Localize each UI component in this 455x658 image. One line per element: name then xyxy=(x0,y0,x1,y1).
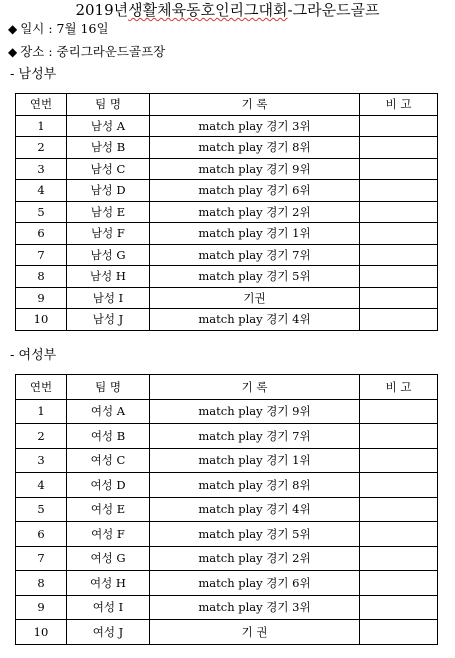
cell-note xyxy=(360,399,438,424)
cell-record: match play 경기 8위 xyxy=(150,137,360,159)
women-results-table xyxy=(15,374,438,645)
cell-no: 1 xyxy=(16,115,67,137)
title-sport: -그라운드골프 xyxy=(287,1,380,19)
cell-note xyxy=(360,309,438,331)
table-row xyxy=(16,497,438,522)
cell-note xyxy=(360,115,438,137)
cell-no: 10 xyxy=(16,620,67,645)
place-line xyxy=(8,44,165,60)
table-row xyxy=(16,595,438,620)
cell-no: 1 xyxy=(16,399,67,424)
cell-note xyxy=(360,473,438,498)
table-row xyxy=(16,244,438,266)
cell-record: match play 경기 3위 xyxy=(150,115,360,137)
cell-team: 남성 H xyxy=(67,266,150,288)
cell-note xyxy=(360,201,438,223)
table-row xyxy=(16,137,438,159)
cell-note xyxy=(360,137,438,159)
cell-team: 남성 I xyxy=(67,287,150,309)
table-row xyxy=(16,287,438,309)
header-no: 연번 xyxy=(16,94,67,116)
cell-record: match play 경기 4위 xyxy=(150,309,360,331)
cell-note xyxy=(360,424,438,449)
date-line xyxy=(8,21,109,37)
header-record: 기 록 xyxy=(150,375,360,400)
cell-note xyxy=(360,546,438,571)
cell-no: 4 xyxy=(16,473,67,498)
table-row xyxy=(16,448,438,473)
document-title xyxy=(0,0,455,20)
table-row xyxy=(16,115,438,137)
cell-note xyxy=(360,244,438,266)
table-row xyxy=(16,522,438,547)
cell-record: match play 경기 9위 xyxy=(150,158,360,180)
cell-team: 여성 A xyxy=(67,399,150,424)
header-note: 비 고 xyxy=(360,375,438,400)
cell-record: match play 경기 5위 xyxy=(150,266,360,288)
cell-record: 기 권 xyxy=(150,620,360,645)
cell-note xyxy=(360,595,438,620)
cell-no: 4 xyxy=(16,180,67,202)
cell-note xyxy=(360,287,438,309)
cell-no: 8 xyxy=(16,571,67,596)
cell-no: 7 xyxy=(16,546,67,571)
cell-note xyxy=(360,266,438,288)
header-note: 비 고 xyxy=(360,94,438,116)
header-team: 팀 명 xyxy=(67,375,150,400)
cell-team: 남성 D xyxy=(67,180,150,202)
cell-team: 남성 A xyxy=(67,115,150,137)
cell-no: 5 xyxy=(16,201,67,223)
cell-no: 3 xyxy=(16,448,67,473)
table-row xyxy=(16,201,438,223)
cell-no: 6 xyxy=(16,522,67,547)
cell-record: match play 경기 5위 xyxy=(150,522,360,547)
cell-no: 10 xyxy=(16,309,67,331)
cell-team: 남성 E xyxy=(67,201,150,223)
cell-note xyxy=(360,571,438,596)
cell-note xyxy=(360,158,438,180)
table-row xyxy=(16,571,438,596)
cell-note xyxy=(360,180,438,202)
diamond-bullet-icon: ◆ xyxy=(8,45,18,59)
table-header-row xyxy=(16,94,438,116)
cell-record: match play 경기 4위 xyxy=(150,497,360,522)
table-row xyxy=(16,309,438,331)
cell-record: match play 경기 6위 xyxy=(150,571,360,596)
cell-no: 9 xyxy=(16,287,67,309)
cell-team: 여성 G xyxy=(67,546,150,571)
place-text: 장소 : 중리그라운드골프장 xyxy=(20,44,166,59)
table-row xyxy=(16,620,438,645)
cell-record: match play 경기 6위 xyxy=(150,180,360,202)
table-row xyxy=(16,223,438,245)
cell-record: match play 경기 1위 xyxy=(150,448,360,473)
cell-no: 2 xyxy=(16,424,67,449)
cell-team: 여성 B xyxy=(67,424,150,449)
cell-team: 여성 J xyxy=(67,620,150,645)
table-row xyxy=(16,399,438,424)
cell-note xyxy=(360,497,438,522)
table-row xyxy=(16,424,438,449)
cell-team: 남성 B xyxy=(67,137,150,159)
cell-note xyxy=(360,223,438,245)
table-row xyxy=(16,266,438,288)
title-event: 생활체육동호인리그대회 xyxy=(128,1,288,19)
cell-team: 남성 J xyxy=(67,309,150,331)
cell-no: 9 xyxy=(16,595,67,620)
cell-record: match play 경기 2위 xyxy=(150,546,360,571)
header-no: 연번 xyxy=(16,375,67,400)
women-section-heading: - 여성부 xyxy=(10,348,57,363)
table-row xyxy=(16,473,438,498)
cell-note xyxy=(360,448,438,473)
cell-team: 여성 C xyxy=(67,448,150,473)
cell-note xyxy=(360,620,438,645)
cell-team: 남성 G xyxy=(67,244,150,266)
cell-team: 여성 F xyxy=(67,522,150,547)
cell-no: 5 xyxy=(16,497,67,522)
cell-no: 6 xyxy=(16,223,67,245)
cell-team: 여성 E xyxy=(67,497,150,522)
header-team: 팀 명 xyxy=(67,94,150,116)
cell-team: 여성 I xyxy=(67,595,150,620)
cell-record: match play 경기 7위 xyxy=(150,424,360,449)
cell-no: 7 xyxy=(16,244,67,266)
table-row xyxy=(16,158,438,180)
cell-record: match play 경기 1위 xyxy=(150,223,360,245)
date-text: 일시 : 7월 16일 xyxy=(20,21,109,36)
cell-team: 남성 C xyxy=(67,158,150,180)
cell-record: match play 경기 7위 xyxy=(150,244,360,266)
cell-no: 2 xyxy=(16,137,67,159)
header-record: 기 록 xyxy=(150,94,360,116)
cell-record: 기권 xyxy=(150,287,360,309)
table-row xyxy=(16,546,438,571)
cell-record: match play 경기 8위 xyxy=(150,473,360,498)
cell-no: 3 xyxy=(16,158,67,180)
cell-record: match play 경기 9위 xyxy=(150,399,360,424)
cell-record: match play 경기 3위 xyxy=(150,595,360,620)
diamond-bullet-icon: ◆ xyxy=(8,22,18,36)
cell-team: 남성 F xyxy=(67,223,150,245)
cell-note xyxy=(360,522,438,547)
men-results-table xyxy=(15,93,438,331)
table-row xyxy=(16,180,438,202)
cell-team: 여성 D xyxy=(67,473,150,498)
cell-record: match play 경기 2위 xyxy=(150,201,360,223)
cell-team: 여성 H xyxy=(67,571,150,596)
men-section-heading: - 남성부 xyxy=(10,67,57,82)
cell-no: 8 xyxy=(16,266,67,288)
table-header-row xyxy=(16,375,438,400)
title-year: 2019년 xyxy=(75,1,129,19)
